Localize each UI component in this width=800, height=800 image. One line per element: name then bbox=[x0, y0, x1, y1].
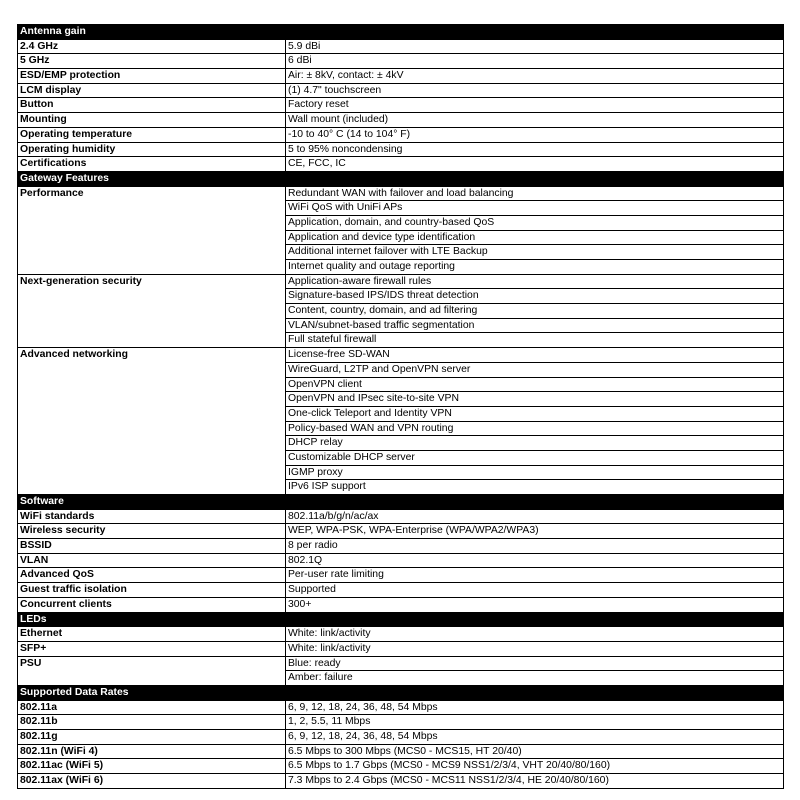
spec-label-2-4-ghz: 2.4 GHz bbox=[18, 39, 286, 54]
spec-value: License-free SD-WAN bbox=[286, 348, 784, 363]
spec-table bbox=[17, 24, 784, 789]
spec-label-802-11n-wifi-4: 802.11n (WiFi 4) bbox=[18, 744, 286, 759]
spec-value: OpenVPN client bbox=[286, 377, 784, 392]
spec-label-lcm-display: LCM display bbox=[18, 83, 286, 98]
spec-value: Application-aware firewall rules bbox=[286, 274, 784, 289]
spec-row bbox=[18, 39, 784, 54]
spec-label-operating-humidity: Operating humidity bbox=[18, 142, 286, 157]
spec-value: (1) 4.7" touchscreen bbox=[286, 83, 784, 98]
spec-row bbox=[18, 142, 784, 157]
spec-row bbox=[18, 157, 784, 172]
spec-value: -10 to 40° C (14 to 104° F) bbox=[286, 127, 784, 142]
spec-value: 802.11a/b/g/n/ac/ax bbox=[286, 509, 784, 524]
spec-label-next-generation-security: Next-generation security bbox=[18, 274, 286, 347]
section-header-supported-data-rates bbox=[18, 685, 784, 700]
spec-value: Customizable DHCP server bbox=[286, 450, 784, 465]
spec-row bbox=[18, 553, 784, 568]
spec-value: WireGuard, L2TP and OpenVPN server bbox=[286, 362, 784, 377]
spec-row bbox=[18, 597, 784, 612]
spec-value: Amber: failure bbox=[286, 671, 784, 686]
spec-value: Wall mount (included) bbox=[286, 113, 784, 128]
spec-row bbox=[18, 568, 784, 583]
spec-label-802-11ax-wifi-6: 802.11ax (WiFi 6) bbox=[18, 774, 286, 789]
section-title: LEDs bbox=[18, 612, 784, 627]
spec-value: 8 per radio bbox=[286, 539, 784, 554]
spec-value: 6.5 Mbps to 1.7 Gbps (MCS0 - MCS9 NSS1/2/3/4, VHT 20/40/80/160) bbox=[286, 759, 784, 774]
spec-label-wireless-security: Wireless security bbox=[18, 524, 286, 539]
spec-value: 300+ bbox=[286, 597, 784, 612]
spec-label-wifi-standards: WiFi standards bbox=[18, 509, 286, 524]
spec-row bbox=[18, 715, 784, 730]
spec-label-mounting: Mounting bbox=[18, 113, 286, 128]
spec-value: 6, 9, 12, 18, 24, 36, 48, 54 Mbps bbox=[286, 700, 784, 715]
spec-value: Application and device type identification bbox=[286, 230, 784, 245]
spec-label-802-11a: 802.11a bbox=[18, 700, 286, 715]
spec-value: 6 dBi bbox=[286, 54, 784, 69]
spec-row bbox=[18, 524, 784, 539]
spec-value: Supported bbox=[286, 583, 784, 598]
spec-value: 802.1Q bbox=[286, 553, 784, 568]
spec-label-5-ghz: 5 GHz bbox=[18, 54, 286, 69]
spec-label-advanced-qos: Advanced QoS bbox=[18, 568, 286, 583]
spec-label-certifications: Certifications bbox=[18, 157, 286, 172]
spec-row bbox=[18, 274, 784, 289]
spec-label-802-11g: 802.11g bbox=[18, 730, 286, 745]
spec-value: One-click Teleport and Identity VPN bbox=[286, 406, 784, 421]
spec-label-advanced-networking: Advanced networking bbox=[18, 348, 286, 495]
spec-row bbox=[18, 186, 784, 201]
spec-value: 5.9 dBi bbox=[286, 39, 784, 54]
spec-row bbox=[18, 113, 784, 128]
spec-value: Factory reset bbox=[286, 98, 784, 113]
spec-row bbox=[18, 539, 784, 554]
spec-value: IPv6 ISP support bbox=[286, 480, 784, 495]
spec-value: Full stateful firewall bbox=[286, 333, 784, 348]
spec-label-psu: PSU bbox=[18, 656, 286, 685]
spec-value: 7.3 Mbps to 2.4 Gbps (MCS0 - MCS11 NSS1/2/3/4, HE 20/40/80/160) bbox=[286, 774, 784, 789]
spec-value: VLAN/subnet-based traffic segmentation bbox=[286, 318, 784, 333]
spec-value: WEP, WPA-PSK, WPA-Enterprise (WPA/WPA2/WPA3) bbox=[286, 524, 784, 539]
spec-value: Blue: ready bbox=[286, 656, 784, 671]
section-title: Supported Data Rates bbox=[18, 685, 784, 700]
spec-row bbox=[18, 83, 784, 98]
spec-row bbox=[18, 348, 784, 363]
spec-value: Content, country, domain, and ad filtering bbox=[286, 304, 784, 319]
spec-value: Internet quality and outage reporting bbox=[286, 260, 784, 275]
section-header-antenna-gain bbox=[18, 25, 784, 40]
spec-value: Application, domain, and country-based QoS bbox=[286, 215, 784, 230]
spec-value: Signature-based IPS/IDS threat detection bbox=[286, 289, 784, 304]
spec-label-vlan: VLAN bbox=[18, 553, 286, 568]
spec-row bbox=[18, 744, 784, 759]
spec-label-sfp: SFP+ bbox=[18, 641, 286, 656]
spec-value: Policy-based WAN and VPN routing bbox=[286, 421, 784, 436]
spec-row bbox=[18, 98, 784, 113]
spec-value: DHCP relay bbox=[286, 436, 784, 451]
spec-value: White: link/activity bbox=[286, 641, 784, 656]
spec-label-performance: Performance bbox=[18, 186, 286, 274]
spec-row bbox=[18, 54, 784, 69]
spec-value: Air: ± 8kV, contact: ± 4kV bbox=[286, 69, 784, 84]
section-title: Gateway Features bbox=[18, 171, 784, 186]
section-title: Software bbox=[18, 495, 784, 510]
spec-table-body bbox=[18, 25, 784, 789]
spec-value: Additional internet failover with LTE Backup bbox=[286, 245, 784, 260]
spec-value: IGMP proxy bbox=[286, 465, 784, 480]
spec-value: 5 to 95% noncondensing bbox=[286, 142, 784, 157]
spec-value: Per-user rate limiting bbox=[286, 568, 784, 583]
section-title: Antenna gain bbox=[18, 25, 784, 40]
spec-value: 1, 2, 5.5, 11 Mbps bbox=[286, 715, 784, 730]
spec-value: WiFi QoS with UniFi APs bbox=[286, 201, 784, 216]
spec-label-802-11ac-wifi-5: 802.11ac (WiFi 5) bbox=[18, 759, 286, 774]
spec-label-esd-emp-protection: ESD/EMP protection bbox=[18, 69, 286, 84]
spec-row bbox=[18, 730, 784, 745]
spec-row bbox=[18, 583, 784, 598]
spec-label-802-11b: 802.11b bbox=[18, 715, 286, 730]
spec-row bbox=[18, 759, 784, 774]
spec-row bbox=[18, 641, 784, 656]
spec-row bbox=[18, 774, 784, 789]
spec-row bbox=[18, 627, 784, 642]
spec-value: Redundant WAN with failover and load balancing bbox=[286, 186, 784, 201]
spec-row bbox=[18, 69, 784, 84]
section-header-software bbox=[18, 495, 784, 510]
spec-value: 6, 9, 12, 18, 24, 36, 48, 54 Mbps bbox=[286, 730, 784, 745]
spec-row bbox=[18, 656, 784, 671]
spec-label-operating-temperature: Operating temperature bbox=[18, 127, 286, 142]
spec-label-ethernet: Ethernet bbox=[18, 627, 286, 642]
spec-label-concurrent-clients: Concurrent clients bbox=[18, 597, 286, 612]
spec-row bbox=[18, 700, 784, 715]
spec-value: 6.5 Mbps to 300 Mbps (MCS0 - MCS15, HT 20/40) bbox=[286, 744, 784, 759]
spec-value: White: link/activity bbox=[286, 627, 784, 642]
spec-label-guest-traffic-isolation: Guest traffic isolation bbox=[18, 583, 286, 598]
spec-value: OpenVPN and IPsec site-to-site VPN bbox=[286, 392, 784, 407]
section-header-leds bbox=[18, 612, 784, 627]
spec-label-button: Button bbox=[18, 98, 286, 113]
spec-label-bssid: BSSID bbox=[18, 539, 286, 554]
spec-value: CE, FCC, IC bbox=[286, 157, 784, 172]
spec-row bbox=[18, 509, 784, 524]
spec-row bbox=[18, 127, 784, 142]
section-header-gateway-features bbox=[18, 171, 784, 186]
